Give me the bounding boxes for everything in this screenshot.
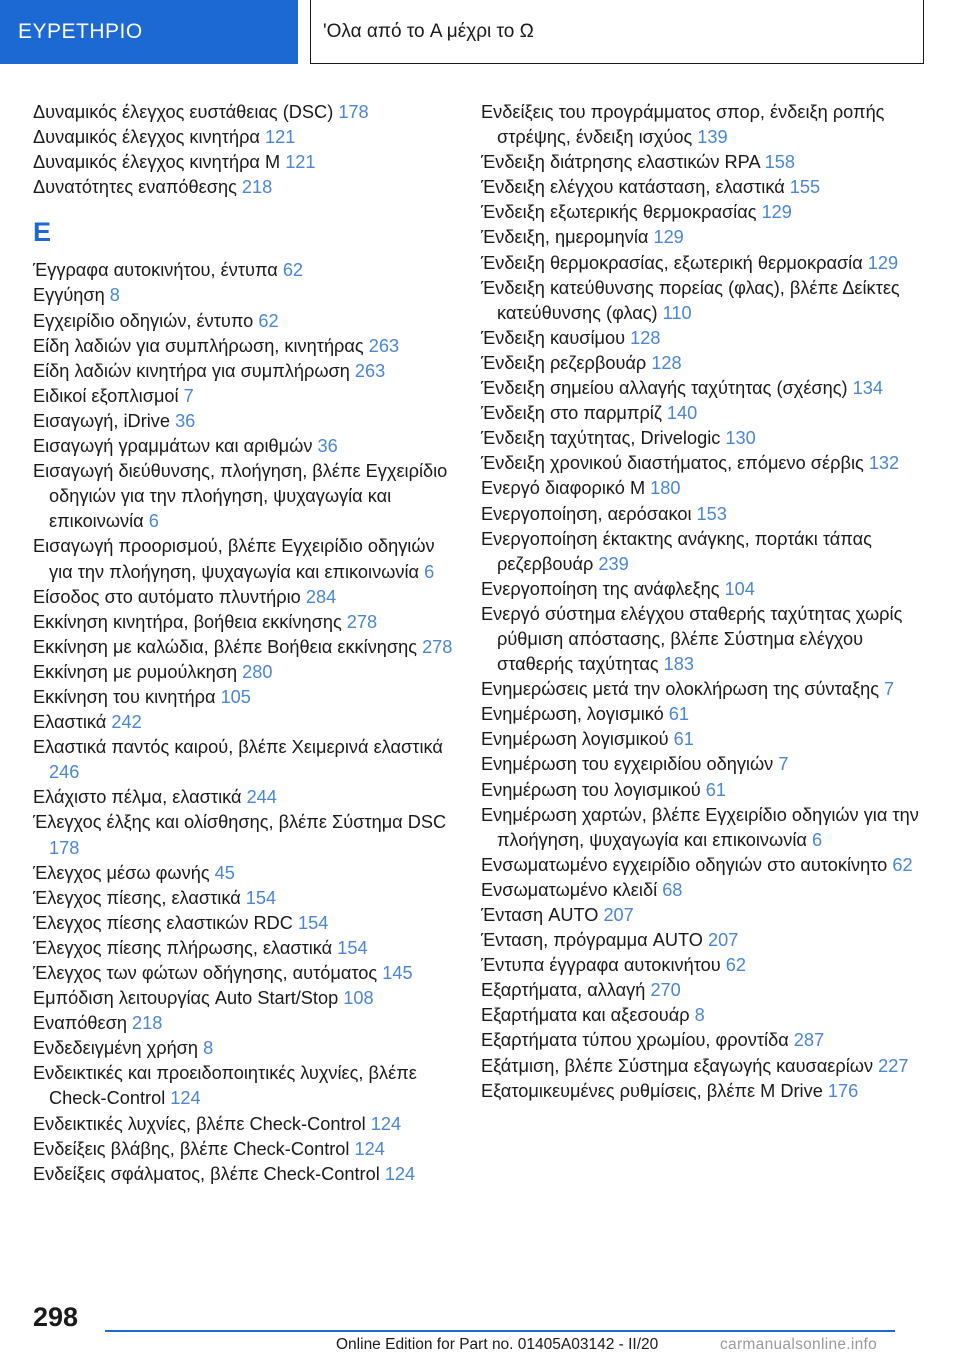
index-entry (33, 334, 453, 359)
index-entry-text: Εκκίνηση κινητήρα, βοήθεια εκκίνησης (33, 611, 347, 632)
index-entry-text: Εγχειρίδιο οδηγιών, έντυπο (33, 310, 259, 331)
index-entry (481, 251, 921, 276)
index-entry-text: Ενεργοποίηση της ανάφλεξης (481, 578, 725, 599)
index-entry (33, 1036, 453, 1061)
index-entry-text: Ένδειξη εξωτερικής θερμοκρασίας (481, 202, 762, 223)
index-entry-page-link[interactable]: 154 (297, 912, 329, 933)
index-entry-text: Είσοδος στο αυτόματο πλυντήριο (33, 586, 306, 607)
index-entry (33, 175, 453, 200)
index-entry-page-link[interactable]: 124 (384, 1163, 416, 1184)
index-entry (481, 953, 921, 978)
index-entry (481, 577, 921, 602)
index-entry-page-link[interactable]: 153 (696, 503, 727, 524)
index-entry (33, 1011, 453, 1036)
index-entry-page-link[interactable]: 129 (653, 227, 684, 248)
index-entry (33, 735, 453, 785)
index-entry (33, 384, 453, 409)
index-entry-page-link[interactable]: 128 (630, 327, 661, 348)
index-entry (33, 685, 453, 710)
index-entry-page-link[interactable]: 287 (793, 1030, 825, 1051)
index-entry-page-link[interactable]: 218 (241, 177, 273, 198)
index-entry-text: Εκκίνηση με ρυμούλκηση (33, 661, 243, 682)
index-entry (33, 861, 453, 886)
index-entry-text: Ενσωματωμένο κλειδί (481, 879, 663, 900)
index-entry-text: Έλεγχος των φώτων οδήγησης, αυτόματος (33, 963, 383, 983)
index-entry-page-link[interactable]: 155 (789, 177, 821, 198)
index-entry-text: Ελαστικά παντός καιρού, βλέπε Χειμερινά ελαστικά (33, 737, 443, 758)
index-letter-heading: Ε (33, 217, 52, 248)
index-entry (33, 283, 453, 308)
index-entry (481, 200, 921, 225)
index-entry-text: Ενεργό διαφορικό M (481, 478, 651, 499)
index-entry (33, 1112, 453, 1137)
index-entry-text: Έντυπα έγγραφα αυτοκινήτου (481, 955, 726, 976)
index-entry-page-link[interactable]: 280 (242, 661, 273, 682)
index-entry-page-link[interactable]: 207 (603, 905, 634, 925)
index-entry-text: Ένδειξη σημείου αλλαγής ταχύτητας (σχέσης) (481, 378, 853, 399)
index-entry-text: Έγγραφα αυτοκινήτου, έντυπα (33, 260, 283, 281)
index-entry-page-link[interactable]: 124 (354, 1138, 385, 1159)
index-entry-text: Ενδείξεις σφάλματος, βλέπε Check-Control (33, 1163, 385, 1184)
index-entry-page-link[interactable]: 178 (338, 102, 369, 122)
index-entry-page-link[interactable]: 239 (598, 553, 629, 574)
index-entry (481, 903, 921, 928)
range-title: 'Ολα από το A μέχρι το Ω (323, 20, 534, 42)
index-entry-text: Εξάτμιση, βλέπε Σύστημα εξαγωγής καυσαερίων (481, 1055, 879, 1076)
index-entry (481, 451, 921, 476)
index-entry (481, 752, 921, 777)
index-entry-page-link[interactable]: 129 (867, 252, 899, 273)
index-entry-text: Εισαγωγή διεύθυνσης, πλοήγηση, βλέπε Εγχειρίδιο οδηγιών για την πλοήγηση, ψυχαγωγία και επικοινωνία (33, 461, 448, 532)
index-entry-page-link[interactable]: 7 (183, 385, 194, 406)
index-entry-page-link[interactable]: 62 (725, 955, 746, 976)
index-entry-page-link[interactable]: 61 (705, 779, 726, 800)
index-entry (33, 534, 453, 584)
index-entry (481, 100, 921, 150)
index-entry-page-link[interactable]: 158 (764, 152, 795, 173)
index-entry-text: Ένταση AUTO (481, 905, 604, 925)
index-entry-text: Έλεγχος πίεσης ελαστικών RDC (33, 912, 298, 933)
index-entry-page-link[interactable]: 263 (368, 335, 400, 356)
index-entry-text: Είδη λαδιών για συμπλήρωση, κινητήρας (33, 335, 369, 356)
index-entry-page-link[interactable]: 121 (264, 127, 296, 148)
index-entry-text: Ένδειξη καυσίμου (481, 327, 631, 348)
index-entry-text: Ενδείξεις βλάβης, βλέπε Check-Control (33, 1138, 355, 1159)
index-entry (33, 886, 453, 911)
index-entry-text: Ενημέρωση του εγχειριδίου οδηγιών (481, 754, 779, 775)
index-entry (33, 150, 453, 175)
index-entry (481, 803, 921, 853)
index-entry-page-link[interactable]: 6 (148, 511, 159, 532)
index-entry-page-link[interactable]: 68 (662, 879, 683, 900)
index-entry-text: Ένδειξη, ημερομηνία (481, 227, 654, 248)
index-entry-page-link[interactable]: 132 (868, 453, 900, 474)
index-entry (33, 125, 453, 150)
index-entry (33, 359, 453, 384)
index-column-left (33, 100, 453, 1187)
index-entry-text: Ένδειξη ταχύτητας, Drivelogic (481, 428, 726, 449)
index-entry-page-link[interactable]: 128 (651, 352, 682, 373)
index-entry-page-link[interactable]: 278 (422, 636, 453, 657)
index-entry (481, 928, 921, 953)
index-entry-page-link[interactable]: 178 (49, 837, 80, 858)
index-entry (481, 326, 921, 351)
index-entry (481, 351, 921, 376)
index-entry (33, 409, 453, 434)
index-entry (33, 635, 453, 660)
index-entry (481, 276, 921, 326)
index-entry-text: Ενημέρωση χαρτών, βλέπε Εγχειρίδιο οδηγιών για την πλοήγηση, ψυχαγωγία και επικοινωνία (481, 804, 919, 850)
index-entry (33, 986, 453, 1011)
index-entry (33, 710, 453, 735)
page-number: 298 (33, 1302, 79, 1332)
index-entry-text: Ένταση, πρόγραμμα AUTO (481, 930, 708, 951)
index-entry-text: Ένδειξη χρονικού διαστήματος, επόμενο σέρβις (481, 453, 869, 474)
index-entry-page-link[interactable]: 154 (245, 887, 277, 908)
index-entry-page-link[interactable]: 36 (175, 410, 196, 431)
index-entry-text: Ενεργοποίηση έκτακτης ανάγκης, πορτάκι τάπας ρεζερβουάρ (481, 528, 872, 574)
index-entry-page-link[interactable]: 176 (827, 1080, 859, 1101)
index-entry (481, 853, 921, 878)
index-entry-page-link[interactable]: 61 (668, 704, 690, 725)
index-entry (33, 660, 453, 685)
index-entry (33, 810, 453, 860)
index-entry-page-link[interactable]: 61 (673, 729, 694, 750)
index-entry-text: Δυνατότητες εναπόθεσης (33, 177, 242, 198)
index-entry (481, 1079, 921, 1104)
index-entry-page-link[interactable]: 45 (214, 862, 235, 883)
index-entry-text: Ενημέρωση, λογισμικό (481, 704, 669, 725)
index-entry-text: Ενδείξεις του προγράμματος σπορ, ένδειξη ροπής στρέψης, ένδειξη ισχύος (481, 102, 885, 148)
index-entry-page-link[interactable]: 183 (663, 654, 695, 675)
index-entry-text: Εξαρτήματα τύπου χρωμίου, φροντίδα (481, 1030, 794, 1051)
index-entry-text: Έλεγχος έλξης και ολίσθησης, βλέπε Σύστημα DSC (33, 812, 447, 833)
index-entry-page-link[interactable]: 8 (694, 1005, 705, 1026)
index-entry-page-link[interactable]: 6 (424, 561, 435, 582)
footer-rule (105, 1330, 895, 1332)
index-entry-text: Εισαγωγή, iDrive (33, 410, 176, 431)
index-entry-text: Ένδειξη διάτρησης ελαστικών RPA (481, 152, 765, 173)
index-entry-page-link[interactable]: 227 (878, 1055, 909, 1076)
index-entry (33, 434, 453, 459)
index-entry-page-link[interactable]: 7 (778, 754, 789, 775)
index-entry-page-link[interactable]: 121 (285, 152, 316, 173)
index-entry-text: Ένδειξη θερμοκρασίας, εξωτερική θερμοκρασία (481, 252, 868, 273)
index-entry-page-link[interactable]: 244 (246, 787, 277, 808)
index-entry-text: Ενσωματωμένο εγχειρίδιο οδηγιών στο αυτοκίνητο (481, 854, 893, 875)
index-entry (33, 100, 453, 125)
index-entry-text: Εισαγωγή προορισμού, βλέπε Εγχειρίδιο οδηγιών για την πλοήγηση, ψυχαγωγία και επικοινωνία (33, 536, 435, 582)
index-entry-text: Δυναμικός έλεγχος κινητήρα (33, 127, 265, 148)
index-entry-page-link[interactable]: 8 (203, 1038, 214, 1059)
index-entry-text: Ενεργό σύστημα ελέγχου σταθερής ταχύτητας χωρίς ρύθμιση απόστασης, βλέπε Σύστημα ελέγχου σταθερής ταχύτητας (481, 603, 903, 675)
index-entry-text: Ένδειξη στο παρμπρίζ (481, 403, 667, 424)
index-entry-text: Εμπόδιση λειτουργίας Auto Start/Stop (33, 988, 344, 1009)
index-entry-text: Ελάχιστο πέλμα, ελαστικά (33, 787, 247, 808)
index-entry (481, 1054, 921, 1079)
index-entry-text: Ενδεδειγμένη χρήση (33, 1038, 204, 1059)
index-entry-page-link[interactable]: 36 (317, 436, 338, 457)
index-entry (33, 1162, 453, 1187)
index-entry-page-link[interactable]: 6 (811, 829, 823, 850)
index-entry (481, 602, 921, 677)
index-entry-text: Εναπόθεση (33, 1013, 133, 1034)
index-entry (481, 476, 921, 501)
index-entry-page-link[interactable]: 8 (109, 285, 120, 306)
index-entry (33, 936, 453, 961)
index-entry-page-link[interactable]: 110 (662, 302, 692, 323)
index-entry (481, 702, 921, 727)
index-entry-text: Ένδειξη κατεύθυνσης πορείας (φλας), βλέπε Δείκτες κατεύθυνσης (φλας) (481, 277, 900, 323)
index-entry-page-link[interactable]: 62 (282, 260, 304, 281)
index-entry-text: Δυναμικός έλεγχος ευστάθειας (DSC) (33, 102, 339, 122)
index-entry (33, 785, 453, 810)
index-entry-page-link[interactable]: 278 (346, 611, 378, 632)
index-entry-page-link[interactable]: 263 (354, 360, 386, 381)
index-entry (481, 1003, 921, 1028)
index-entry-text: Εξαρτήματα, αλλαγή (481, 980, 651, 1001)
index-entry (33, 961, 453, 986)
index-entry (481, 175, 921, 200)
index-entry (481, 978, 921, 1003)
index-entry-text: Εξατομικευμένες ρυθμίσεις, βλέπε M Drive (481, 1080, 828, 1101)
index-entry-text: Ενεργοποίηση, αερόσακοι (481, 503, 697, 524)
index-entry (33, 309, 453, 334)
index-entry-text: Ενημέρωση λογισμικού (481, 729, 674, 750)
index-entry-page-link[interactable]: 7 (884, 679, 895, 700)
index-entry-page-link[interactable]: 124 (170, 1088, 201, 1109)
index-entry-page-link[interactable]: 129 (761, 202, 792, 223)
index-entry-page-link[interactable]: 139 (697, 127, 728, 148)
index-entry (481, 1028, 921, 1053)
index-entry (33, 1061, 453, 1111)
index-column-right (481, 100, 921, 1104)
index-entry (33, 585, 453, 610)
index-entry-text: Ενημερώσεις μετά την ολοκλήρωση της σύνταξης (481, 679, 885, 700)
index-entry-text: Έλεγχος πίεσης, ελαστικά (33, 887, 246, 908)
index-entry-page-link[interactable]: 134 (852, 378, 883, 399)
index-entry (481, 426, 921, 451)
index-entry-page-link[interactable]: 62 (258, 310, 279, 331)
section-title: ΕΥΡΕΤΗΡΙΟ (18, 20, 143, 43)
watermark-text: carmanualsonline.info (720, 1336, 878, 1353)
index-entry-page-link[interactable]: 207 (707, 930, 739, 951)
index-entry (33, 459, 453, 534)
index-entry-page-link[interactable]: 284 (305, 586, 337, 607)
section-tab (0, 0, 298, 64)
edition-text: Online Edition for Part no. 01405A03142 - II/20 (336, 1336, 659, 1353)
index-entry-text: Έλεγχος πίεσης πλήρωσης, ελαστικά (33, 937, 338, 958)
index-entry-page-link[interactable]: 130 (725, 428, 756, 449)
index-entry-text: Δυναμικός έλεγχος κινητήρα M (33, 152, 286, 173)
index-entry-text: Έλεγχος μέσω φωνής (33, 862, 215, 883)
index-entry (481, 225, 921, 250)
index-entry-page-link[interactable]: 140 (666, 403, 698, 424)
index-entry (481, 376, 921, 401)
range-tab (310, 0, 924, 64)
index-entry-page-link[interactable]: 104 (724, 578, 755, 599)
index-entry-page-link[interactable]: 108 (343, 988, 374, 1009)
index-entry-text: Ενδεικτικές λυχνίες, βλέπε Check-Control (33, 1113, 371, 1134)
index-entry-text: Εξαρτήματα και αξεσουάρ (481, 1005, 695, 1026)
index-entry-text: Ενημέρωση του λογισμικού (481, 779, 706, 800)
index-entry-page-link[interactable]: 270 (650, 980, 681, 1001)
index-entry (481, 527, 921, 577)
index-entry-text: Ενδεικτικές και προειδοποιητικές λυχνίες, βλέπε Check-Control (33, 1063, 417, 1109)
index-entry-page-link[interactable]: 218 (132, 1013, 163, 1034)
index-entry-text: Είδη λαδιών κινητήρα για συμπλήρωση (33, 360, 355, 381)
index-entry-text: Εισαγωγή γραμμάτων και αριθμών (33, 436, 318, 457)
index-entry-text: Ειδικοί εξοπλισμοί (33, 385, 184, 406)
index-entry-page-link[interactable]: 105 (220, 686, 251, 707)
index-entry-text: Εκκίνηση του κινητήρα (33, 686, 221, 707)
index-entry (481, 677, 921, 702)
index-entry (481, 401, 921, 426)
index-entry-page-link[interactable]: 246 (49, 762, 80, 783)
index-entry (481, 150, 921, 175)
index-entry (33, 610, 453, 635)
index-entry-text: Ένδειξη ρεζερβουάρ (481, 352, 652, 373)
index-entry-page-link[interactable]: 62 (892, 854, 913, 875)
index-entry (481, 778, 921, 803)
index-entry (481, 878, 921, 903)
index-entry (481, 727, 921, 752)
index-entry-page-link[interactable]: 145 (382, 963, 413, 983)
index-entry-text: Ελαστικά (33, 712, 112, 733)
index-entry-text: Εκκίνηση με καλώδια, βλέπε Βοήθεια εκκίνησης (33, 636, 423, 657)
index-entry-page-link[interactable]: 154 (337, 937, 368, 958)
index-entry (33, 911, 453, 936)
index-entry-page-link[interactable]: 242 (111, 712, 142, 733)
index-entry-page-link[interactable]: 124 (370, 1113, 402, 1134)
index-entry-text: Ένδειξη ελέγχου κατάσταση, ελαστικά (481, 177, 790, 198)
index-entry (481, 502, 921, 527)
index-entry (33, 1137, 453, 1162)
index-entry (33, 258, 453, 283)
index-entry-text: Εγγύηση (33, 285, 110, 306)
index-entry-page-link[interactable]: 180 (650, 478, 681, 499)
